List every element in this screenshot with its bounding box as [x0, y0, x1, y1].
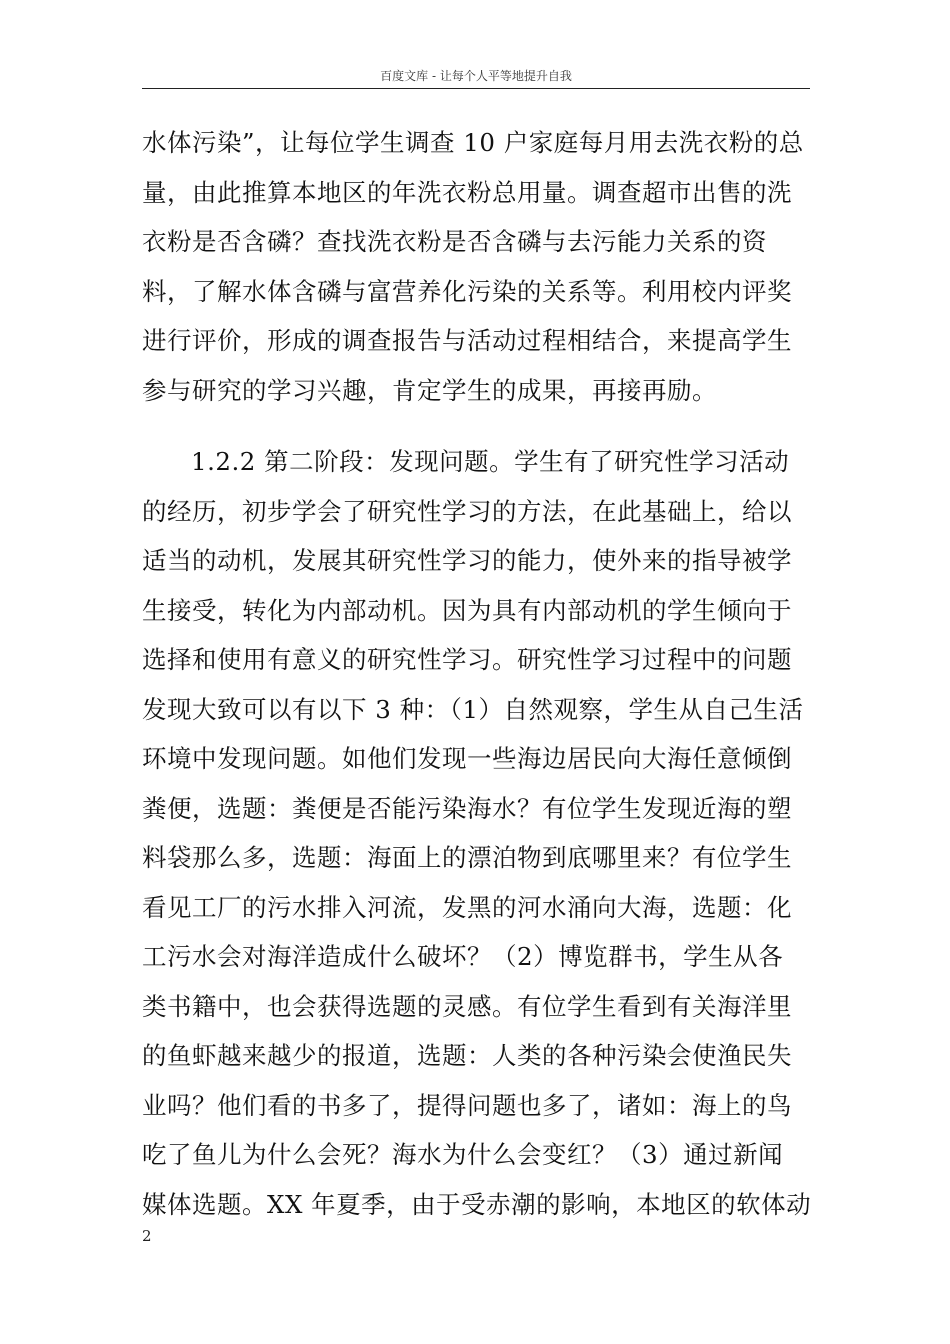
paragraph-2-line-6: 发现大致可以有以下 3 种：（1）自然观察，学生从自己生活	[142, 694, 804, 724]
paragraph-1-line-4: 料，了解水体含磷与富营养化污染的关系等。利用校内评奖	[142, 276, 792, 306]
paragraph-2-line-1: 1.2.2 第二阶段：发现问题。学生有了研究性学习活动	[191, 447, 790, 476]
page-number: 2	[142, 1227, 152, 1245]
document-body	[142, 118, 832, 1229]
paragraph-1-line-2: 量，由此推算本地区的年洗衣粉总用量。调查超市出售的洗	[142, 177, 792, 207]
paragraph-1-line-3: 衣粉是否含磷？查找洗衣粉是否含磷与去污能力关系的资	[142, 227, 767, 256]
paragraph-2-line-9: 料袋那么多，选题：海面上的漂泊物到底哪里来？有位学生	[142, 843, 792, 872]
paragraph-2-line-3: 适当的动机，发展其研究性学习的能力，使外来的指导被学	[142, 546, 792, 575]
paragraph-2-line-11: 工污水会对海洋造成什么破坏？（2）博览群书，学生从各	[142, 942, 784, 971]
paragraph-1-line-6: 参与研究的学习兴趣，肯定学生的成果，再接再励。	[142, 375, 717, 405]
paragraph-1-line-1: 水体污染”，让每位学生调查 10 户家庭每月用去洗衣粉的总	[142, 128, 804, 157]
paragraph-2-line-8: 粪便，选题：粪便是否能污染海水？有位学生发现近海的塑	[142, 793, 792, 823]
paragraph-2-line-5: 选择和使用有意义的研究性学习。研究性学习过程中的问题	[142, 645, 792, 674]
paragraph-gap	[142, 415, 832, 437]
paragraph-2-line-10: 看见工厂的污水排入河流，发黑的河水涌向大海，选题：化	[142, 892, 792, 922]
paragraph-2-line-15: 吃了鱼儿为什么会死？海水为什么会变红？（3）通过新闻	[142, 1140, 784, 1169]
header-divider	[142, 88, 810, 89]
paragraph-2-line-7: 环境中发现问题。如他们发现一些海边居民向大海任意倾倒	[142, 744, 792, 773]
paragraph-2-line-2: 的经历，初步学会了研究性学习的方法，在此基础上，给以	[142, 496, 792, 526]
paragraph-2-line-14: 业吗？他们看的书多了，提得问题也多了，诸如：海上的鸟	[142, 1090, 792, 1120]
paragraph-2-line-13: 的鱼虾越来越少的报道，选题：人类的各种污染会使渔民失	[142, 1041, 792, 1070]
paragraph-1-line-5: 进行评价，形成的调查报告与活动过程相结合，来提高学生	[142, 326, 792, 355]
paragraph-2-line-12: 类书籍中，也会获得选题的灵感。有位学生看到有关海洋里	[142, 991, 792, 1021]
paragraph-2-line-16: 媒体选题。XX 年夏季，由于受赤潮的影响，本地区的软体动	[142, 1189, 812, 1219]
page-header: 百度文库 - 让每个人平等地提升自我	[380, 69, 572, 83]
paragraph-2-line-4: 生接受，转化为内部动机。因为具有内部动机的学生倾向于	[142, 595, 792, 625]
